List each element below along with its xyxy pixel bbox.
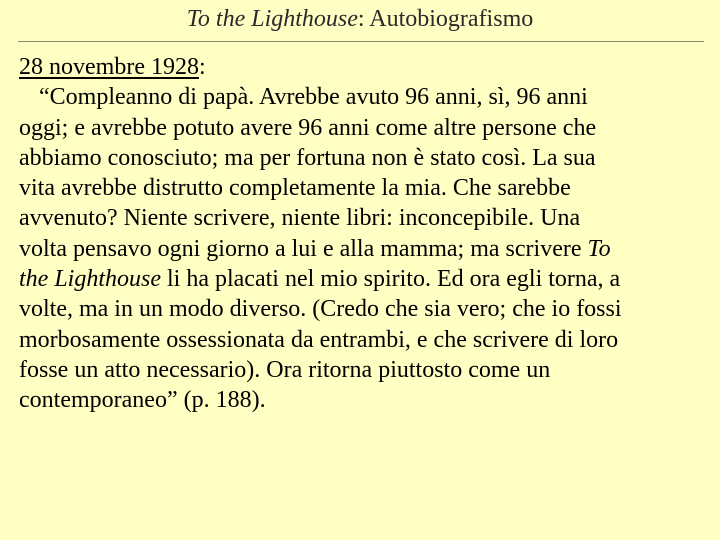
title-separator: : [357,6,365,32]
entry-date-suffix: : [198,54,206,80]
book-title-part-2: the Lighthouse [19,266,161,293]
slide-title [0,4,720,34]
quote-line-1 [19,82,709,112]
entry-date: 28 novembre 1928 [19,54,199,80]
quote-line-4: vita avrebbe distrutto completamente la mia. Che sarebbe [19,175,571,202]
quote-line-5: avvenuto? Niente scrivere, niente libri: inconcepibile. Una [19,205,581,232]
quote-line-9: morbosamente ossessionata da entrambi, e che scrivere di loro [19,326,619,353]
book-title-part-1: To [587,235,611,262]
title-subject: Autobiografismo [364,6,534,32]
quote-line-8: volte, ma in un modo diverso. (Credo che sia vero; che io fossi [19,296,622,323]
quote-line-6-text: volta pensavo ogni giorno a lui e alla mamma; ma scrivere [19,235,588,262]
diary-quote [19,52,709,416]
quote-line-2: oggi; e avrebbe potuto avere 96 anni come altre persone che [19,114,597,141]
quote-line-3: abbiamo conosciuto; ma per fortuna non è stato così. La sua [19,144,596,171]
quote-line-11: contemporaneo” (p. 188). [19,387,266,414]
quote-line-7 [19,264,709,294]
quote-line-7-text: li ha placati nel mio spirito. Ed ora egli torna, a [161,266,621,293]
quote-line-10: fosse un atto necessario). Ora ritorna piuttosto come un [19,356,551,383]
quote-line-6 [19,234,709,264]
entry-date-line [19,52,709,82]
quote-line-1-text: “Compleanno di papà. Avrebbe avuto 96 anni, sì, 96 anni [39,84,588,111]
title-book: To the Lighthouse [186,6,358,32]
title-divider [18,41,704,42]
